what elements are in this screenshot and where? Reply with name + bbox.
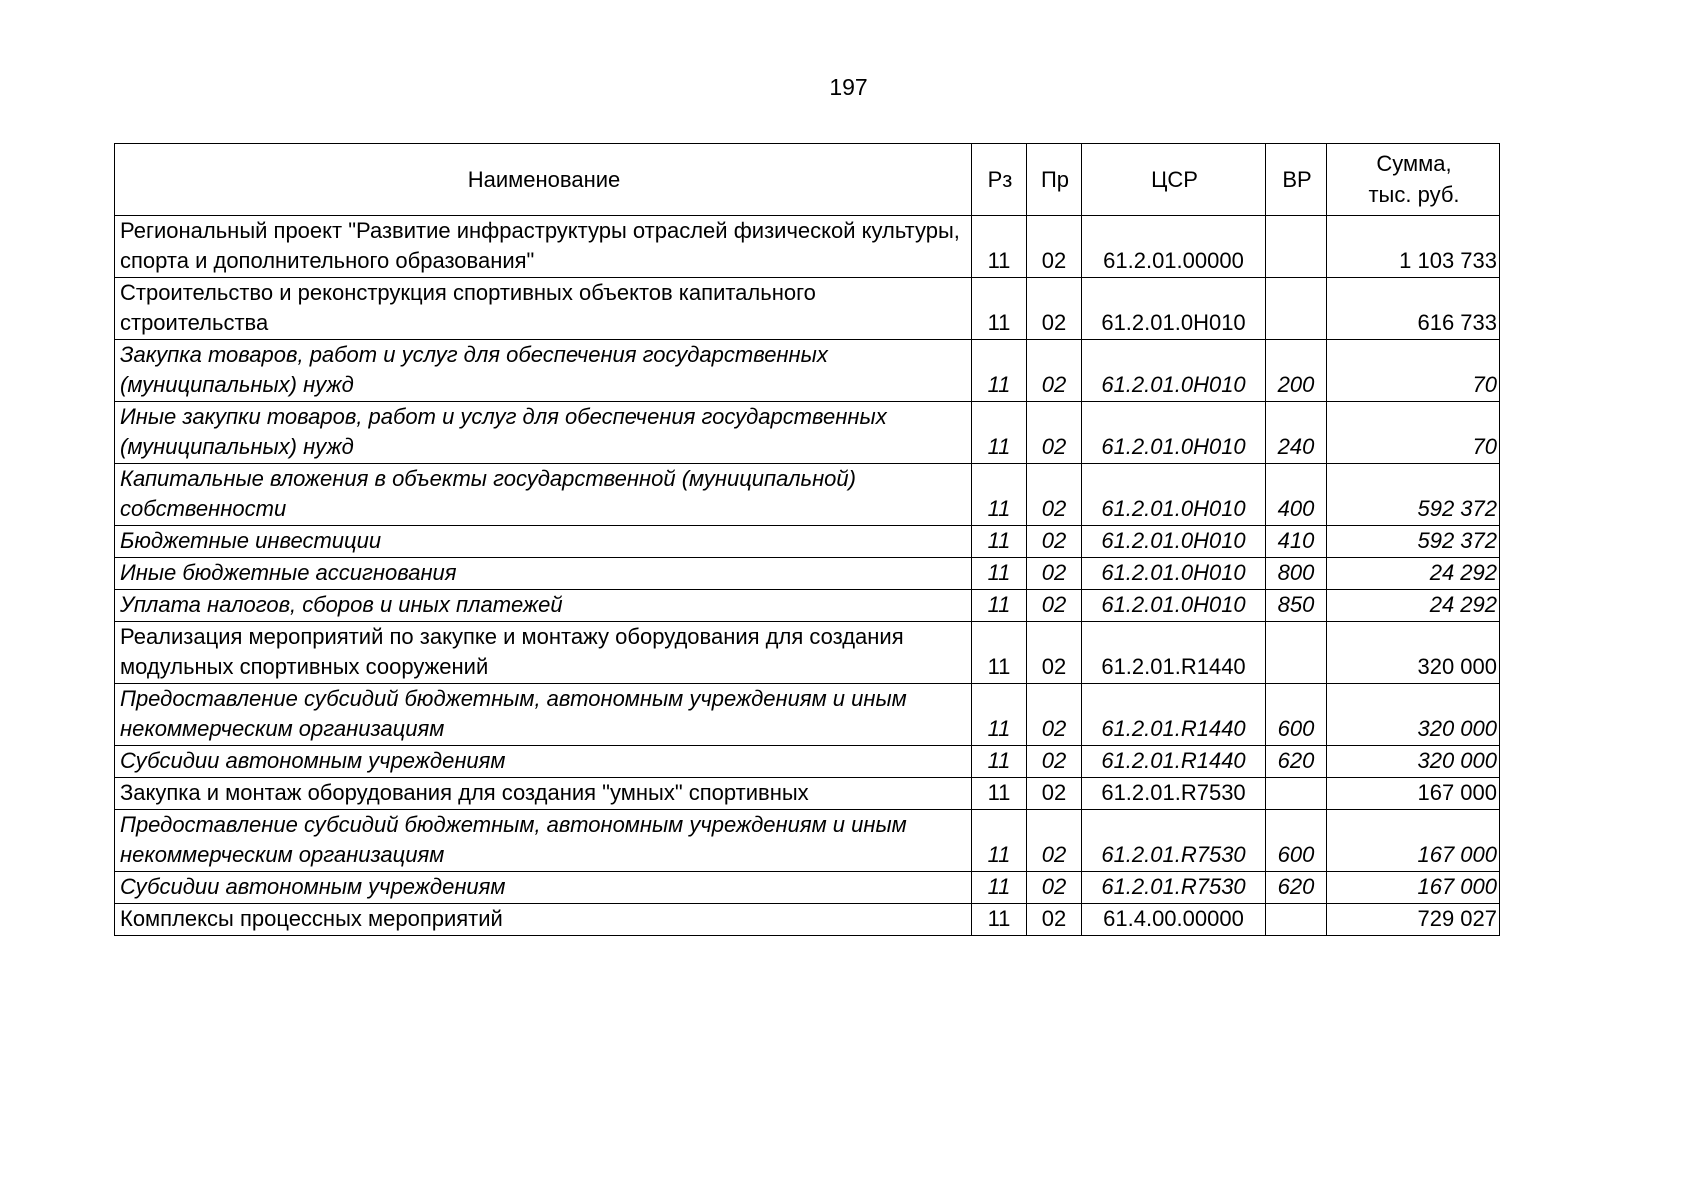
- cell-pr: 02: [1027, 810, 1082, 872]
- cell-rz: 11: [972, 402, 1027, 464]
- table-row: [115, 526, 1500, 558]
- page-number: 197: [829, 74, 868, 100]
- cell-csr: 61.2.01.0Н010: [1082, 590, 1266, 622]
- cell-sum: 320 000: [1327, 746, 1500, 778]
- cell-name: Предоставление субсидий бюджетным, автономным учреждениям и иным некоммерческим организациям: [115, 684, 972, 746]
- table-row: [115, 872, 1500, 904]
- cell-vr: [1266, 622, 1327, 684]
- cell-csr: 61.4.00.00000: [1082, 904, 1266, 936]
- cell-csr: 61.2.01.R1440: [1082, 684, 1266, 746]
- cell-rz: 11: [972, 558, 1027, 590]
- cell-sum: 24 292: [1327, 590, 1500, 622]
- cell-pr: 02: [1027, 340, 1082, 402]
- table-row: [115, 778, 1500, 810]
- table-row: [115, 622, 1500, 684]
- cell-name: Субсидии автономным учреждениям: [115, 746, 972, 778]
- cell-vr: 620: [1266, 746, 1327, 778]
- cell-name: Предоставление субсидий бюджетным, автономным учреждениям и иным некоммерческим организациям: [115, 810, 972, 872]
- table-row: [115, 590, 1500, 622]
- table-row: [115, 278, 1500, 340]
- cell-name: Субсидии автономным учреждениям: [115, 872, 972, 904]
- cell-vr: 200: [1266, 340, 1327, 402]
- cell-csr: 61.2.01.R7530: [1082, 872, 1266, 904]
- table-row: [115, 216, 1500, 278]
- cell-name: Уплата налогов, сборов и иных платежей: [115, 590, 972, 622]
- cell-csr: 61.2.01.0Н010: [1082, 558, 1266, 590]
- cell-vr: 600: [1266, 810, 1327, 872]
- table-row: [115, 402, 1500, 464]
- cell-pr: 02: [1027, 464, 1082, 526]
- cell-pr: 02: [1027, 278, 1082, 340]
- table-row: [115, 558, 1500, 590]
- cell-rz: 11: [972, 622, 1027, 684]
- cell-pr: 02: [1027, 558, 1082, 590]
- cell-sum: 592 372: [1327, 526, 1500, 558]
- cell-sum: 167 000: [1327, 872, 1500, 904]
- cell-rz: 11: [972, 684, 1027, 746]
- cell-csr: 61.2.01.00000: [1082, 216, 1266, 278]
- cell-name: Строительство и реконструкция спортивных объектов капитального строительства: [115, 278, 972, 340]
- table-row: [115, 464, 1500, 526]
- cell-csr: 61.2.01.R7530: [1082, 810, 1266, 872]
- cell-sum: 167 000: [1327, 810, 1500, 872]
- cell-rz: 11: [972, 340, 1027, 402]
- cell-pr: 02: [1027, 590, 1082, 622]
- header-sum: [1327, 144, 1500, 216]
- table-header-row: [115, 144, 1500, 216]
- header-rz: Рз: [972, 144, 1027, 216]
- cell-name: Бюджетные инвестиции: [115, 526, 972, 558]
- cell-sum: 616 733: [1327, 278, 1500, 340]
- header-name: Наименование: [115, 144, 972, 216]
- cell-csr: 61.2.01.0Н010: [1082, 526, 1266, 558]
- table-row: [115, 810, 1500, 872]
- cell-name: Капитальные вложения в объекты государственной (муниципальной) собственности: [115, 464, 972, 526]
- cell-rz: 11: [972, 278, 1027, 340]
- cell-vr: 620: [1266, 872, 1327, 904]
- cell-vr: 400: [1266, 464, 1327, 526]
- cell-rz: 11: [972, 872, 1027, 904]
- cell-sum: 167 000: [1327, 778, 1500, 810]
- cell-vr: 410: [1266, 526, 1327, 558]
- cell-pr: 02: [1027, 526, 1082, 558]
- cell-vr: [1266, 216, 1327, 278]
- cell-name: Региональный проект "Развитие инфраструктуры отраслей физической культуры, спорта и дополнительного образования": [115, 216, 972, 278]
- header-sum-line2: тыс. руб.: [1368, 182, 1460, 207]
- cell-rz: 11: [972, 778, 1027, 810]
- cell-pr: 02: [1027, 402, 1082, 464]
- cell-csr: 61.2.01.R7530: [1082, 778, 1266, 810]
- header-vr: ВР: [1266, 144, 1327, 216]
- cell-rz: 11: [972, 746, 1027, 778]
- cell-pr: 02: [1027, 746, 1082, 778]
- cell-vr: [1266, 278, 1327, 340]
- cell-pr: 02: [1027, 904, 1082, 936]
- cell-pr: 02: [1027, 216, 1082, 278]
- cell-csr: 61.2.01.0Н010: [1082, 278, 1266, 340]
- cell-vr: 240: [1266, 402, 1327, 464]
- cell-name: Иные закупки товаров, работ и услуг для обеспечения государственных (муниципальных) нужд: [115, 402, 972, 464]
- cell-pr: 02: [1027, 872, 1082, 904]
- cell-rz: 11: [972, 464, 1027, 526]
- header-sum-line1: Сумма,: [1376, 151, 1452, 176]
- cell-pr: 02: [1027, 684, 1082, 746]
- cell-sum: 24 292: [1327, 558, 1500, 590]
- cell-sum: 320 000: [1327, 622, 1500, 684]
- cell-sum: 1 103 733: [1327, 216, 1500, 278]
- table-row: [115, 684, 1500, 746]
- budget-table: [114, 143, 1500, 936]
- cell-sum: 729 027: [1327, 904, 1500, 936]
- cell-name: Иные бюджетные ассигнования: [115, 558, 972, 590]
- cell-rz: 11: [972, 590, 1027, 622]
- cell-rz: 11: [972, 526, 1027, 558]
- header-csr: ЦСР: [1082, 144, 1266, 216]
- table-row: [115, 340, 1500, 402]
- header-pr: Пр: [1027, 144, 1082, 216]
- table-row: [115, 904, 1500, 936]
- cell-name: Закупка товаров, работ и услуг для обеспечения государственных (муниципальных) нужд: [115, 340, 972, 402]
- cell-csr: 61.2.01.0Н010: [1082, 464, 1266, 526]
- cell-rz: 11: [972, 904, 1027, 936]
- cell-vr: [1266, 904, 1327, 936]
- cell-csr: 61.2.01.R1440: [1082, 746, 1266, 778]
- table-row: [115, 746, 1500, 778]
- cell-sum: 592 372: [1327, 464, 1500, 526]
- cell-csr: 61.2.01.R1440: [1082, 622, 1266, 684]
- cell-name: Реализация мероприятий по закупке и монтажу оборудования для создания модульных спортивных сооружений: [115, 622, 972, 684]
- cell-pr: 02: [1027, 622, 1082, 684]
- cell-sum: 70: [1327, 340, 1500, 402]
- cell-rz: 11: [972, 216, 1027, 278]
- cell-vr: [1266, 778, 1327, 810]
- cell-vr: 600: [1266, 684, 1327, 746]
- cell-vr: 800: [1266, 558, 1327, 590]
- cell-name: Закупка и монтаж оборудования для создания "умных" спортивных: [115, 778, 972, 810]
- cell-csr: 61.2.01.0Н010: [1082, 340, 1266, 402]
- cell-rz: 11: [972, 810, 1027, 872]
- cell-sum: 320 000: [1327, 684, 1500, 746]
- cell-vr: 850: [1266, 590, 1327, 622]
- cell-csr: 61.2.01.0Н010: [1082, 402, 1266, 464]
- cell-name: Комплексы процессных мероприятий: [115, 904, 972, 936]
- cell-pr: 02: [1027, 778, 1082, 810]
- cell-sum: 70: [1327, 402, 1500, 464]
